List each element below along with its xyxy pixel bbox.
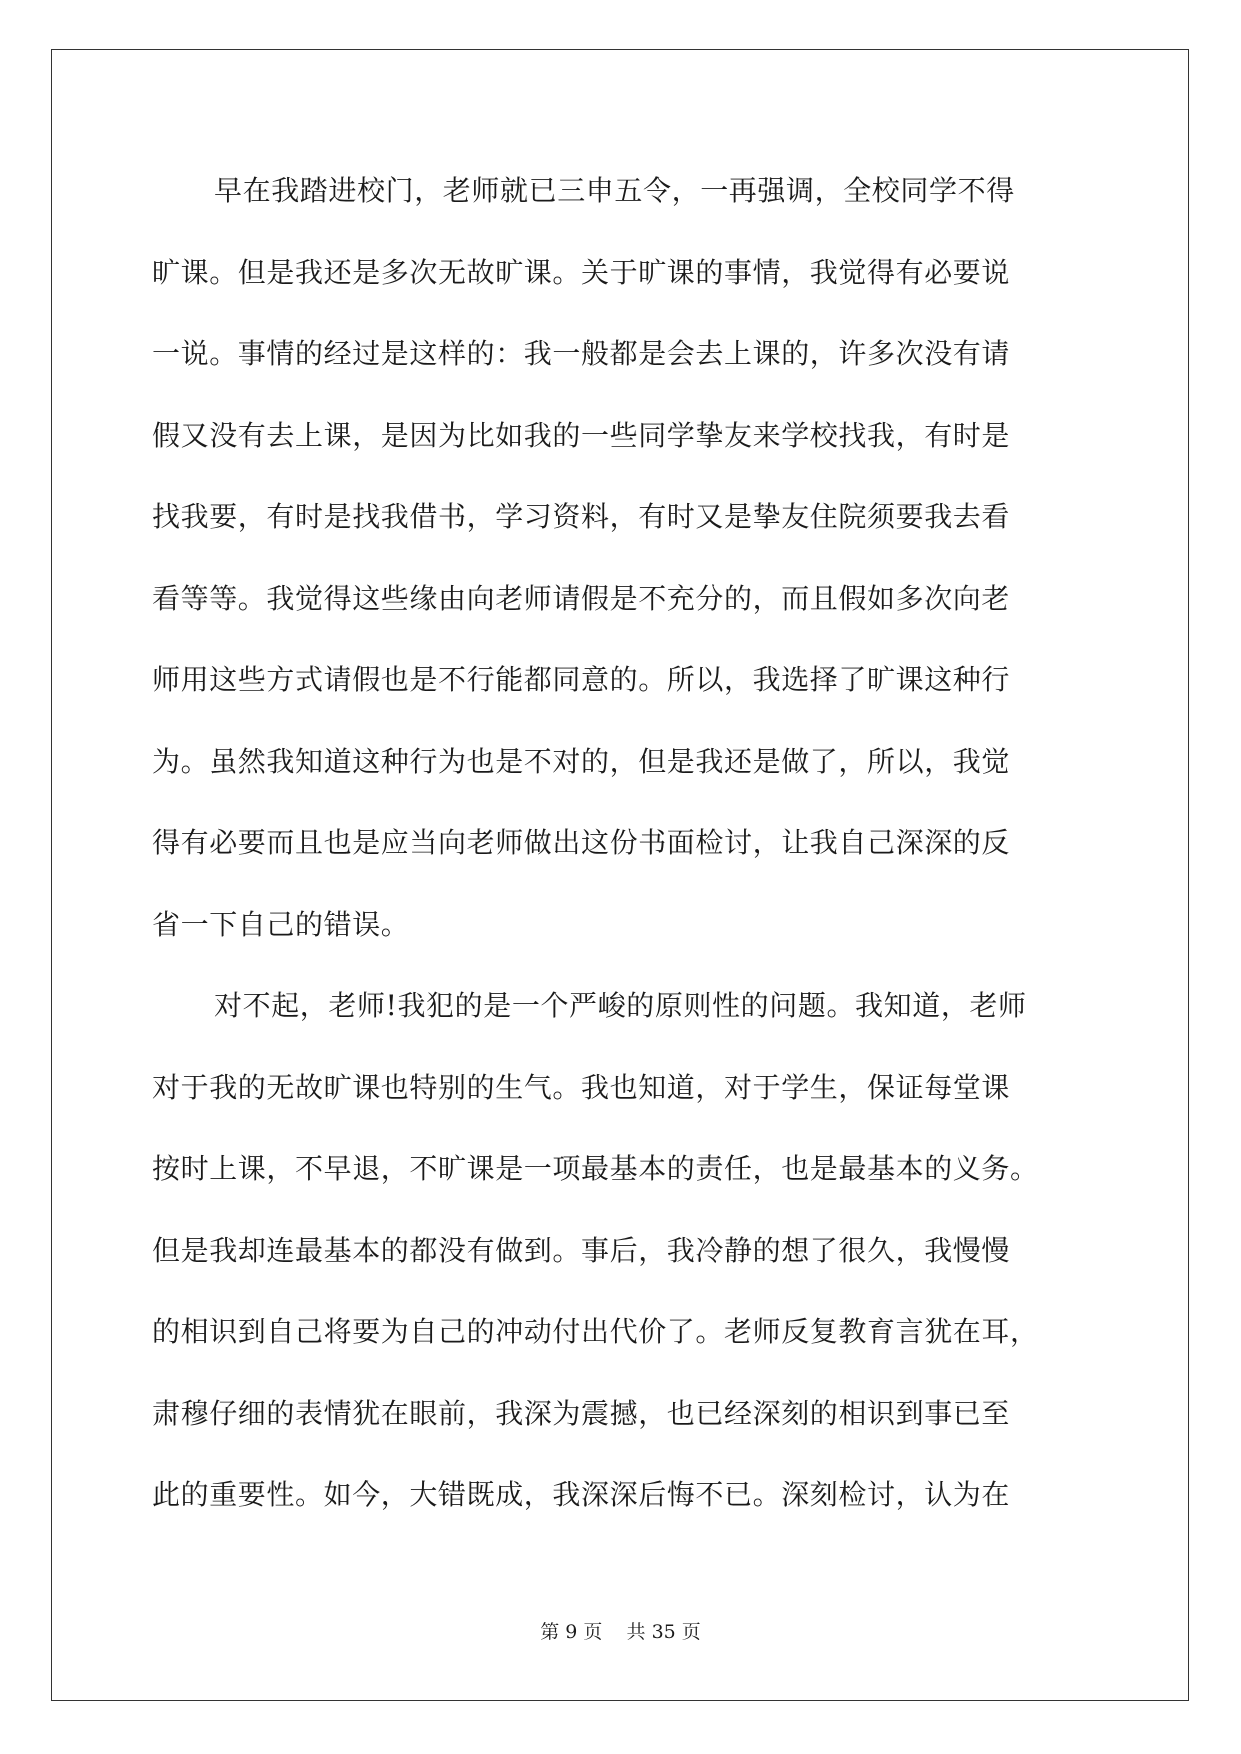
paragraph-1-line-8: 为。虽然我知道这种行为也是不对的，但是我还是做了，所以，我觉: [152, 744, 1011, 778]
paragraph-1-line-7: 师用这些方式请假也是不行能都同意的。所以，我选择了旷课这种行: [152, 663, 1011, 696]
paragraph-1-line-1: 早在我踏进校门，老师就已三申五令，一再强调，全校同学不得: [214, 174, 1015, 207]
document-body: [152, 150, 1092, 1536]
page-total: 共 35 页: [626, 1621, 701, 1643]
paragraph-1-line-4: 假又没有去上课，是因为比如我的一些同学挚友来学校找我，有时是: [152, 418, 1011, 452]
paragraph-2-line-7: 此的重要性。如今，大错既成，我深深后悔不已。深刻检讨，认为在: [152, 1478, 1011, 1511]
paragraph-1-line-10: 省一下自己的错误。: [152, 907, 410, 941]
footer-separator: [602, 1621, 626, 1643]
paragraph-1-line-3: 一说。事情的经过是这样的：我一般都是会去上课的，许多次没有请: [152, 337, 1011, 370]
paragraph-2-line-6: 肃穆仔细的表情犹在眼前，我深为震撼，也已经深刻的相识到事已至: [152, 1396, 1011, 1430]
paragraph-1-line-2: 旷课。但是我还是多次无故旷课。关于旷课的事情，我觉得有必要说: [152, 255, 1011, 289]
page-number: 第 9 页: [540, 1621, 603, 1643]
paragraph-1-line-5: 找我要，有时是找我借书，学习资料，有时又是挚友住院须要我去看: [152, 500, 1011, 533]
paragraph-2-line-5: 的相识到自己将要为自己的冲动付出代价了。老师反复教育言犹在耳，: [152, 1315, 1039, 1348]
paragraph-2-line-3: 按时上课，不早退，不旷课是一项最基本的责任，也是最基本的义务。: [152, 1152, 1039, 1185]
paragraph-2-line-4: 但是我却连最基本的都没有做到。事后，我冷静的想了很久，我慢慢: [152, 1233, 1011, 1267]
paragraph-2-line-1: 对不起，老师!我犯的是一个严峻的原则性的问题。我知道，老师: [214, 989, 1027, 1022]
paragraph-1-line-9: 得有必要而且也是应当向老师做出这份书面检讨，让我自己深深的反: [152, 826, 1011, 859]
paragraph-1-line-6: 看等等。我觉得这些缘由向老师请假是不充分的，而且假如多次向老: [152, 581, 1011, 615]
paragraph-2-line-2: 对于我的无故旷课也特别的生气。我也知道，对于学生，保证每堂课: [152, 1070, 1011, 1104]
page-footer: [0, 1620, 1241, 1644]
